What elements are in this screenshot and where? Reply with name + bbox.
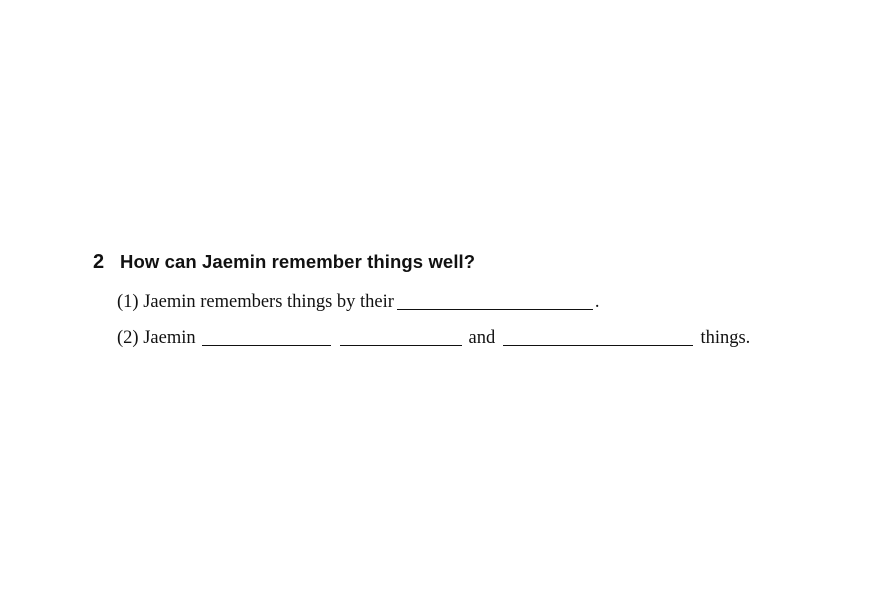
answer-line-1-text: Jaemin remembers things by their <box>143 292 394 312</box>
answer-line-1-period: . <box>594 292 600 312</box>
answer-blank-2a <box>202 345 331 346</box>
answer-blank-2c <box>503 345 693 346</box>
answer-line-2-conjunction: and <box>468 328 496 348</box>
question-number: 2 <box>93 251 105 273</box>
answer-line-2-label: (2) <box>117 328 139 348</box>
answer-line-2-tail: things. <box>700 328 751 348</box>
question-prompt: How can Jaemin remember things well? <box>120 251 476 272</box>
question-block <box>93 251 750 348</box>
answer-line-2-text: Jaemin <box>143 328 196 348</box>
answer-blank-2b <box>340 345 462 346</box>
question-header <box>93 251 750 274</box>
answer-line-1 <box>117 292 750 312</box>
answer-line-2 <box>117 328 750 348</box>
answer-blank-1 <box>397 309 593 310</box>
answer-line-1-label: (1) <box>117 292 139 312</box>
